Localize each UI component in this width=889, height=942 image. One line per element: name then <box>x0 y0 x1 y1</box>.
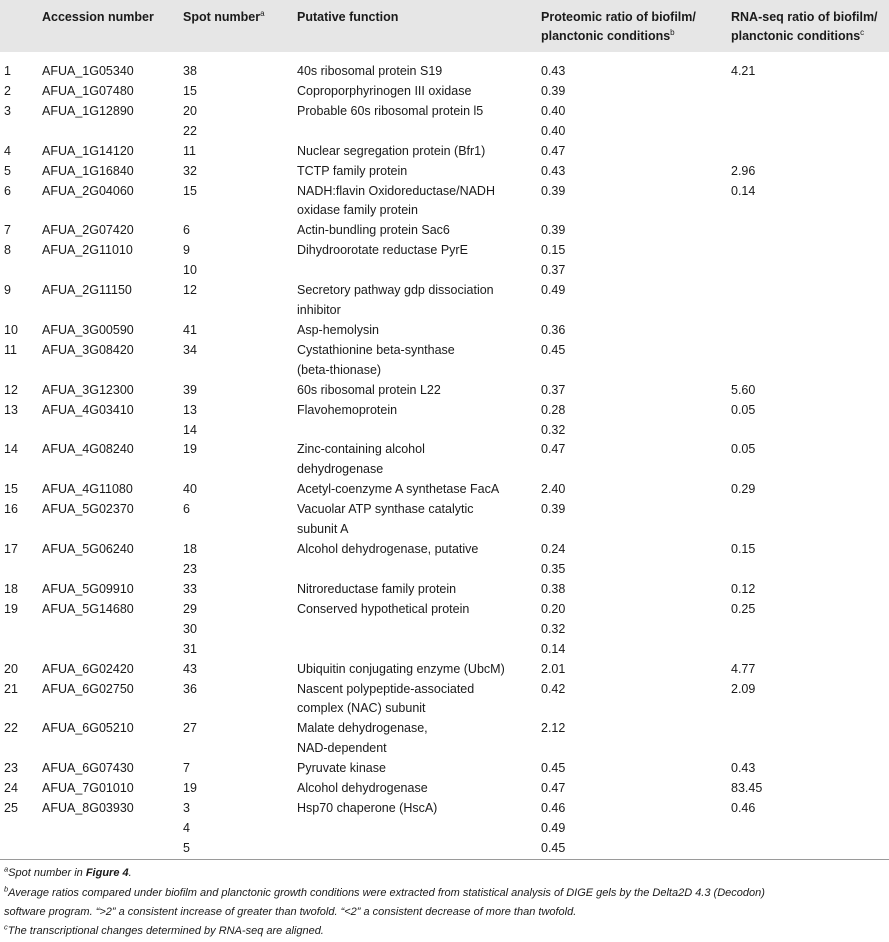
spot-number-cell: 18 <box>183 542 197 557</box>
function-cell <box>297 440 425 480</box>
function-line: (beta-thionase) <box>297 362 382 377</box>
function-line: Asp-hemolysin <box>297 322 379 337</box>
accession-cell: AFUA_8G03930 <box>42 801 134 816</box>
row-number-cell: 2 <box>4 83 11 98</box>
rnaseq-ratio-cell: 0.05 <box>731 402 756 417</box>
row-number-cell: 24 <box>4 781 18 796</box>
proteomic-ratio-cell: 0.35 <box>541 562 566 576</box>
accession-cell: AFUA_3G08420 <box>42 342 134 357</box>
row-number-cell: 7 <box>4 223 11 238</box>
accession-cell: AFUA_5G02370 <box>42 502 134 517</box>
function-cell <box>297 82 471 102</box>
proteomic-ratio-cell: 0.24 <box>541 542 566 557</box>
function-cell <box>297 660 505 680</box>
function-line: NAD-dependent <box>297 741 387 756</box>
function-cell <box>297 759 386 779</box>
row-number-cell: 22 <box>4 721 18 736</box>
function-line: 40s ribosomal protein S19 <box>297 64 443 78</box>
spot-number-cell: 22 <box>183 123 197 138</box>
proteomic-ratio-cell: 0.43 <box>541 64 566 78</box>
proteomic-ratio-cell: 0.45 <box>541 840 566 855</box>
spot-number-cell: 3 <box>183 801 190 816</box>
function-cell <box>297 580 456 600</box>
footnote-c: $^c$The transcriptional changes determined by RNA-seq are aligned. <box>4 922 324 937</box>
proteomic-ratio-cell: 0.42 <box>541 681 566 696</box>
spot-number-cell: 9 <box>183 243 190 258</box>
function-cell <box>297 680 474 720</box>
proteomic-ratio-cell: 0.14 <box>541 641 566 656</box>
proteomic-ratio-cell: 0.37 <box>541 263 566 278</box>
proteomic-ratio-cell: 0.43 <box>541 163 566 178</box>
function-cell <box>297 182 495 222</box>
function-line: Alcohol dehydrogenase <box>297 781 428 796</box>
function-line: Alcohol dehydrogenase, putative <box>297 542 479 557</box>
proteomic-ratio-cell: 0.39 <box>541 223 566 238</box>
accession-cell: AFUA_2G04060 <box>42 183 134 198</box>
spot-number-cell: 15 <box>183 183 197 198</box>
spot-number-cell: 29 <box>183 601 197 616</box>
function-line: Cystathionine beta-synthase <box>297 342 455 357</box>
proteomic-ratio-cell: 0.40 <box>541 123 566 138</box>
proteomic-ratio-cell: 0.45 <box>541 342 566 357</box>
rnaseq-ratio-cell: 2.09 <box>731 681 756 696</box>
function-line: Nascent polypeptide-associated <box>297 681 475 696</box>
footnote-a: $^a$Spot number in Figure 4. <box>4 864 132 879</box>
spot-number-cell: 13 <box>183 402 197 417</box>
function-line: Ubiquitin conjugating enzyme (UbcM) <box>297 661 505 676</box>
function-line: Dihydroorotate reductase PyrE <box>297 243 468 258</box>
spot-number-cell: 19 <box>183 781 197 796</box>
spot-number-cell: 14 <box>183 422 197 437</box>
function-cell <box>297 321 379 341</box>
spot-number-cell: 31 <box>183 641 197 656</box>
row-number-cell: 5 <box>4 163 11 178</box>
proteomic-ratio-cell: 0.47 <box>541 143 566 158</box>
accession-cell: AFUA_2G07420 <box>42 223 134 238</box>
rnaseq-ratio-cell: 0.25 <box>731 601 756 616</box>
accession-cell: AFUA_1G12890 <box>42 103 134 118</box>
function-cell <box>297 381 441 401</box>
proteomic-ratio-cell: 2.01 <box>541 661 566 676</box>
row-number-cell: 14 <box>4 442 18 457</box>
spot-number-cell: 43 <box>183 661 197 676</box>
header-accession: Accession number <box>42 10 154 24</box>
function-cell <box>297 500 473 540</box>
accession-cell: AFUA_7G01010 <box>42 781 134 796</box>
accession-cell: AFUA_3G00590 <box>42 322 134 337</box>
rnaseq-ratio-cell: 0.12 <box>731 581 756 596</box>
accession-cell: AFUA_5G06240 <box>42 542 134 557</box>
function-line: Hsp70 chaperone (HscA) <box>297 801 438 816</box>
row-number-cell: 19 <box>4 601 18 616</box>
spot-number-cell: 32 <box>183 163 197 178</box>
accession-cell: AFUA_6G07430 <box>42 761 134 776</box>
function-cell <box>297 480 499 500</box>
function-cell <box>297 142 485 162</box>
row-number-cell: 20 <box>4 661 18 676</box>
table-header <box>0 0 889 52</box>
footnote-b-continued: software program. “>2” a consistent increase of greater than twofold. “<2” a consistent decrease of more than twofold. <box>4 906 577 918</box>
function-line: NADH:flavin Oxidoreductase/NADH <box>297 183 495 198</box>
proteomic-ratio-cell: 0.32 <box>541 422 566 437</box>
spot-number-cell: 33 <box>183 581 197 596</box>
function-line: Nitroreductase family protein <box>297 581 457 596</box>
function-line: Flavohemoprotein <box>297 402 398 417</box>
accession-cell: AFUA_4G08240 <box>42 442 134 457</box>
function-line: subunit A <box>297 522 349 537</box>
spot-number-cell: 30 <box>183 621 197 636</box>
row-number-cell: 1 <box>4 64 11 78</box>
function-cell <box>297 401 397 421</box>
row-number-cell: 25 <box>4 801 18 816</box>
function-line: dehydrogenase <box>297 462 384 477</box>
spot-number-cell: 11 <box>183 143 196 158</box>
proteomic-ratio-cell: 0.46 <box>541 801 566 816</box>
function-line: Probable 60s ribosomal protein l5 <box>297 103 484 118</box>
rnaseq-ratio-cell: 2.96 <box>731 163 756 178</box>
function-cell <box>297 281 494 321</box>
row-number-cell: 4 <box>4 143 11 158</box>
accession-cell: AFUA_1G14120 <box>42 143 134 158</box>
rnaseq-ratio-cell: 0.43 <box>731 761 756 776</box>
function-cell <box>297 341 455 381</box>
spot-number-cell: 12 <box>183 283 197 298</box>
function-cell <box>297 600 469 620</box>
proteomic-ratio-cell: 0.49 <box>541 820 566 835</box>
proteomic-ratio-cell: 0.32 <box>541 621 566 636</box>
spot-number-cell: 5 <box>183 840 190 855</box>
accession-cell: AFUA_5G14680 <box>42 601 134 616</box>
function-line: inhibitor <box>297 303 341 318</box>
proteomic-ratio-cell: 0.39 <box>541 502 566 517</box>
function-line: Pyruvate kinase <box>297 761 386 776</box>
proteomic-ratio-cell: 0.47 <box>541 781 566 796</box>
rnaseq-ratio-cell: 0.14 <box>731 183 756 198</box>
proteomic-ratio-cell: 0.38 <box>541 581 566 596</box>
rnaseq-ratio-cell: 4.77 <box>731 661 756 676</box>
rnaseq-ratio-cell: 0.46 <box>731 801 756 816</box>
function-line: Coproporphyrinogen III oxidase <box>297 83 472 98</box>
spot-number-cell: 36 <box>183 681 197 696</box>
function-cell <box>297 162 407 182</box>
function-line: Vacuolar ATP synthase catalytic <box>297 502 474 517</box>
proteomic-ratio-cell: 0.47 <box>541 442 566 457</box>
spot-number-cell: 4 <box>183 820 190 835</box>
proteomic-ratio-cell: 0.36 <box>541 322 566 337</box>
row-number-cell: 11 <box>4 342 17 357</box>
spot-number-cell: 39 <box>183 382 197 397</box>
header-proteomic: Proteomic ratio of biofilm/ planctonic conditions$^b$ <box>541 10 696 43</box>
spot-number-cell: 7 <box>183 761 190 776</box>
rnaseq-ratio-cell: 4.21 <box>731 64 756 78</box>
spot-number-cell: 27 <box>183 721 197 736</box>
row-number-cell: 8 <box>4 243 11 258</box>
row-number-cell: 17 <box>4 542 18 557</box>
row-number-cell: 21 <box>4 681 18 696</box>
accession-cell: AFUA_2G11150 <box>42 283 132 298</box>
footnote-b: $^b$Average ratios compared under biofilm and planctonic growth conditions were extracted from statistical analysis of DIGE gels by the Delta2D 4.3 (Decodon) <box>4 884 765 899</box>
function-cell <box>297 540 478 560</box>
proteomic-ratio-cell: 0.45 <box>541 761 566 776</box>
table-bottom-rule <box>0 859 889 860</box>
function-line: Malate dehydrogenase, <box>297 721 428 736</box>
function-line: Nuclear segregation protein (Bfr1) <box>297 143 486 158</box>
spot-number-cell: 41 <box>183 322 197 337</box>
row-number-cell: 6 <box>4 183 11 198</box>
spot-number-cell: 6 <box>183 502 190 517</box>
header-spot: Spot number$^a$ <box>183 8 265 24</box>
proteomic-ratio-cell: 0.39 <box>541 183 566 198</box>
function-line: oxidase family protein <box>297 203 418 218</box>
spot-number-cell: 10 <box>183 263 197 278</box>
row-number-cell: 9 <box>4 283 11 298</box>
rnaseq-ratio-cell: 83.45 <box>731 781 763 796</box>
row-number-cell: 16 <box>4 502 18 517</box>
proteomic-ratio-cell: 0.37 <box>541 382 566 397</box>
proteomic-ratio-cell: 2.40 <box>541 482 566 497</box>
accession-cell: AFUA_6G02420 <box>42 661 134 676</box>
spot-number-cell: 6 <box>183 223 190 238</box>
accession-cell: AFUA_1G07480 <box>42 83 134 98</box>
proteomic-ratio-cell: 0.39 <box>541 83 566 98</box>
row-number-cell: 23 <box>4 761 18 776</box>
row-number-cell: 12 <box>4 382 18 397</box>
accession-cell: AFUA_6G02750 <box>42 681 134 696</box>
function-line: 60s ribosomal protein L22 <box>297 382 441 397</box>
function-line: Conserved hypothetical protein <box>297 601 470 616</box>
function-cell <box>297 241 468 261</box>
spot-number-cell: 15 <box>183 83 197 98</box>
proteomic-ratio-cell: 2.12 <box>541 721 566 736</box>
accession-cell: AFUA_1G16840 <box>42 163 134 178</box>
function-line: Secretory pathway gdp dissociation <box>297 283 494 298</box>
row-number-cell: 13 <box>4 402 18 417</box>
function-cell <box>297 102 483 122</box>
spot-number-cell: 34 <box>183 342 197 357</box>
row-number-cell: 15 <box>4 482 18 497</box>
accession-cell: AFUA_4G03410 <box>42 402 134 417</box>
accession-cell: AFUA_6G05210 <box>42 721 134 736</box>
accession-cell: AFUA_3G12300 <box>42 382 134 397</box>
rnaseq-ratio-cell: 0.15 <box>731 542 756 557</box>
spot-number-cell: 38 <box>183 64 197 78</box>
row-number-cell: 3 <box>4 103 11 118</box>
function-line: Acetyl-coenzyme A synthetase FacA <box>297 482 500 497</box>
function-line: TCTP family protein <box>297 163 408 178</box>
function-cell <box>297 779 428 799</box>
function-cell <box>297 799 437 819</box>
rnaseq-ratio-cell: 0.29 <box>731 482 756 497</box>
function-cell <box>297 62 442 82</box>
accession-cell: AFUA_1G05340 <box>42 64 134 78</box>
spot-number-cell: 40 <box>183 482 197 497</box>
proteomic-ratio-cell: 0.28 <box>541 402 566 417</box>
accession-cell: AFUA_2G11010 <box>42 243 133 258</box>
spot-number-cell: 19 <box>183 442 197 457</box>
proteomic-ratio-cell: 0.40 <box>541 103 566 118</box>
proteomic-ratio-cell: 0.49 <box>541 283 566 298</box>
function-line: complex (NAC) subunit <box>297 701 426 716</box>
function-line: Zinc-containing alcohol <box>297 442 425 457</box>
row-number-cell: 10 <box>4 322 18 337</box>
function-line: Actin-bundling protein Sac6 <box>297 223 450 238</box>
rnaseq-ratio-cell: 5.60 <box>731 382 756 397</box>
row-number-cell: 18 <box>4 581 18 596</box>
spot-number-cell: 20 <box>183 103 197 118</box>
proteomic-ratio-cell: 0.20 <box>541 601 566 616</box>
spot-number-cell: 23 <box>183 562 197 576</box>
header-rnaseq: RNA-seq ratio of biofilm/ planctonic conditions$^c$ <box>731 10 878 43</box>
function-cell <box>297 719 428 759</box>
accession-cell: AFUA_4G11080 <box>42 482 133 497</box>
proteomic-ratio-cell: 0.15 <box>541 243 566 258</box>
accession-cell: AFUA_5G09910 <box>42 581 134 596</box>
rnaseq-ratio-cell: 0.05 <box>731 442 756 457</box>
header-function: Putative function <box>297 10 399 24</box>
function-cell <box>297 221 450 241</box>
